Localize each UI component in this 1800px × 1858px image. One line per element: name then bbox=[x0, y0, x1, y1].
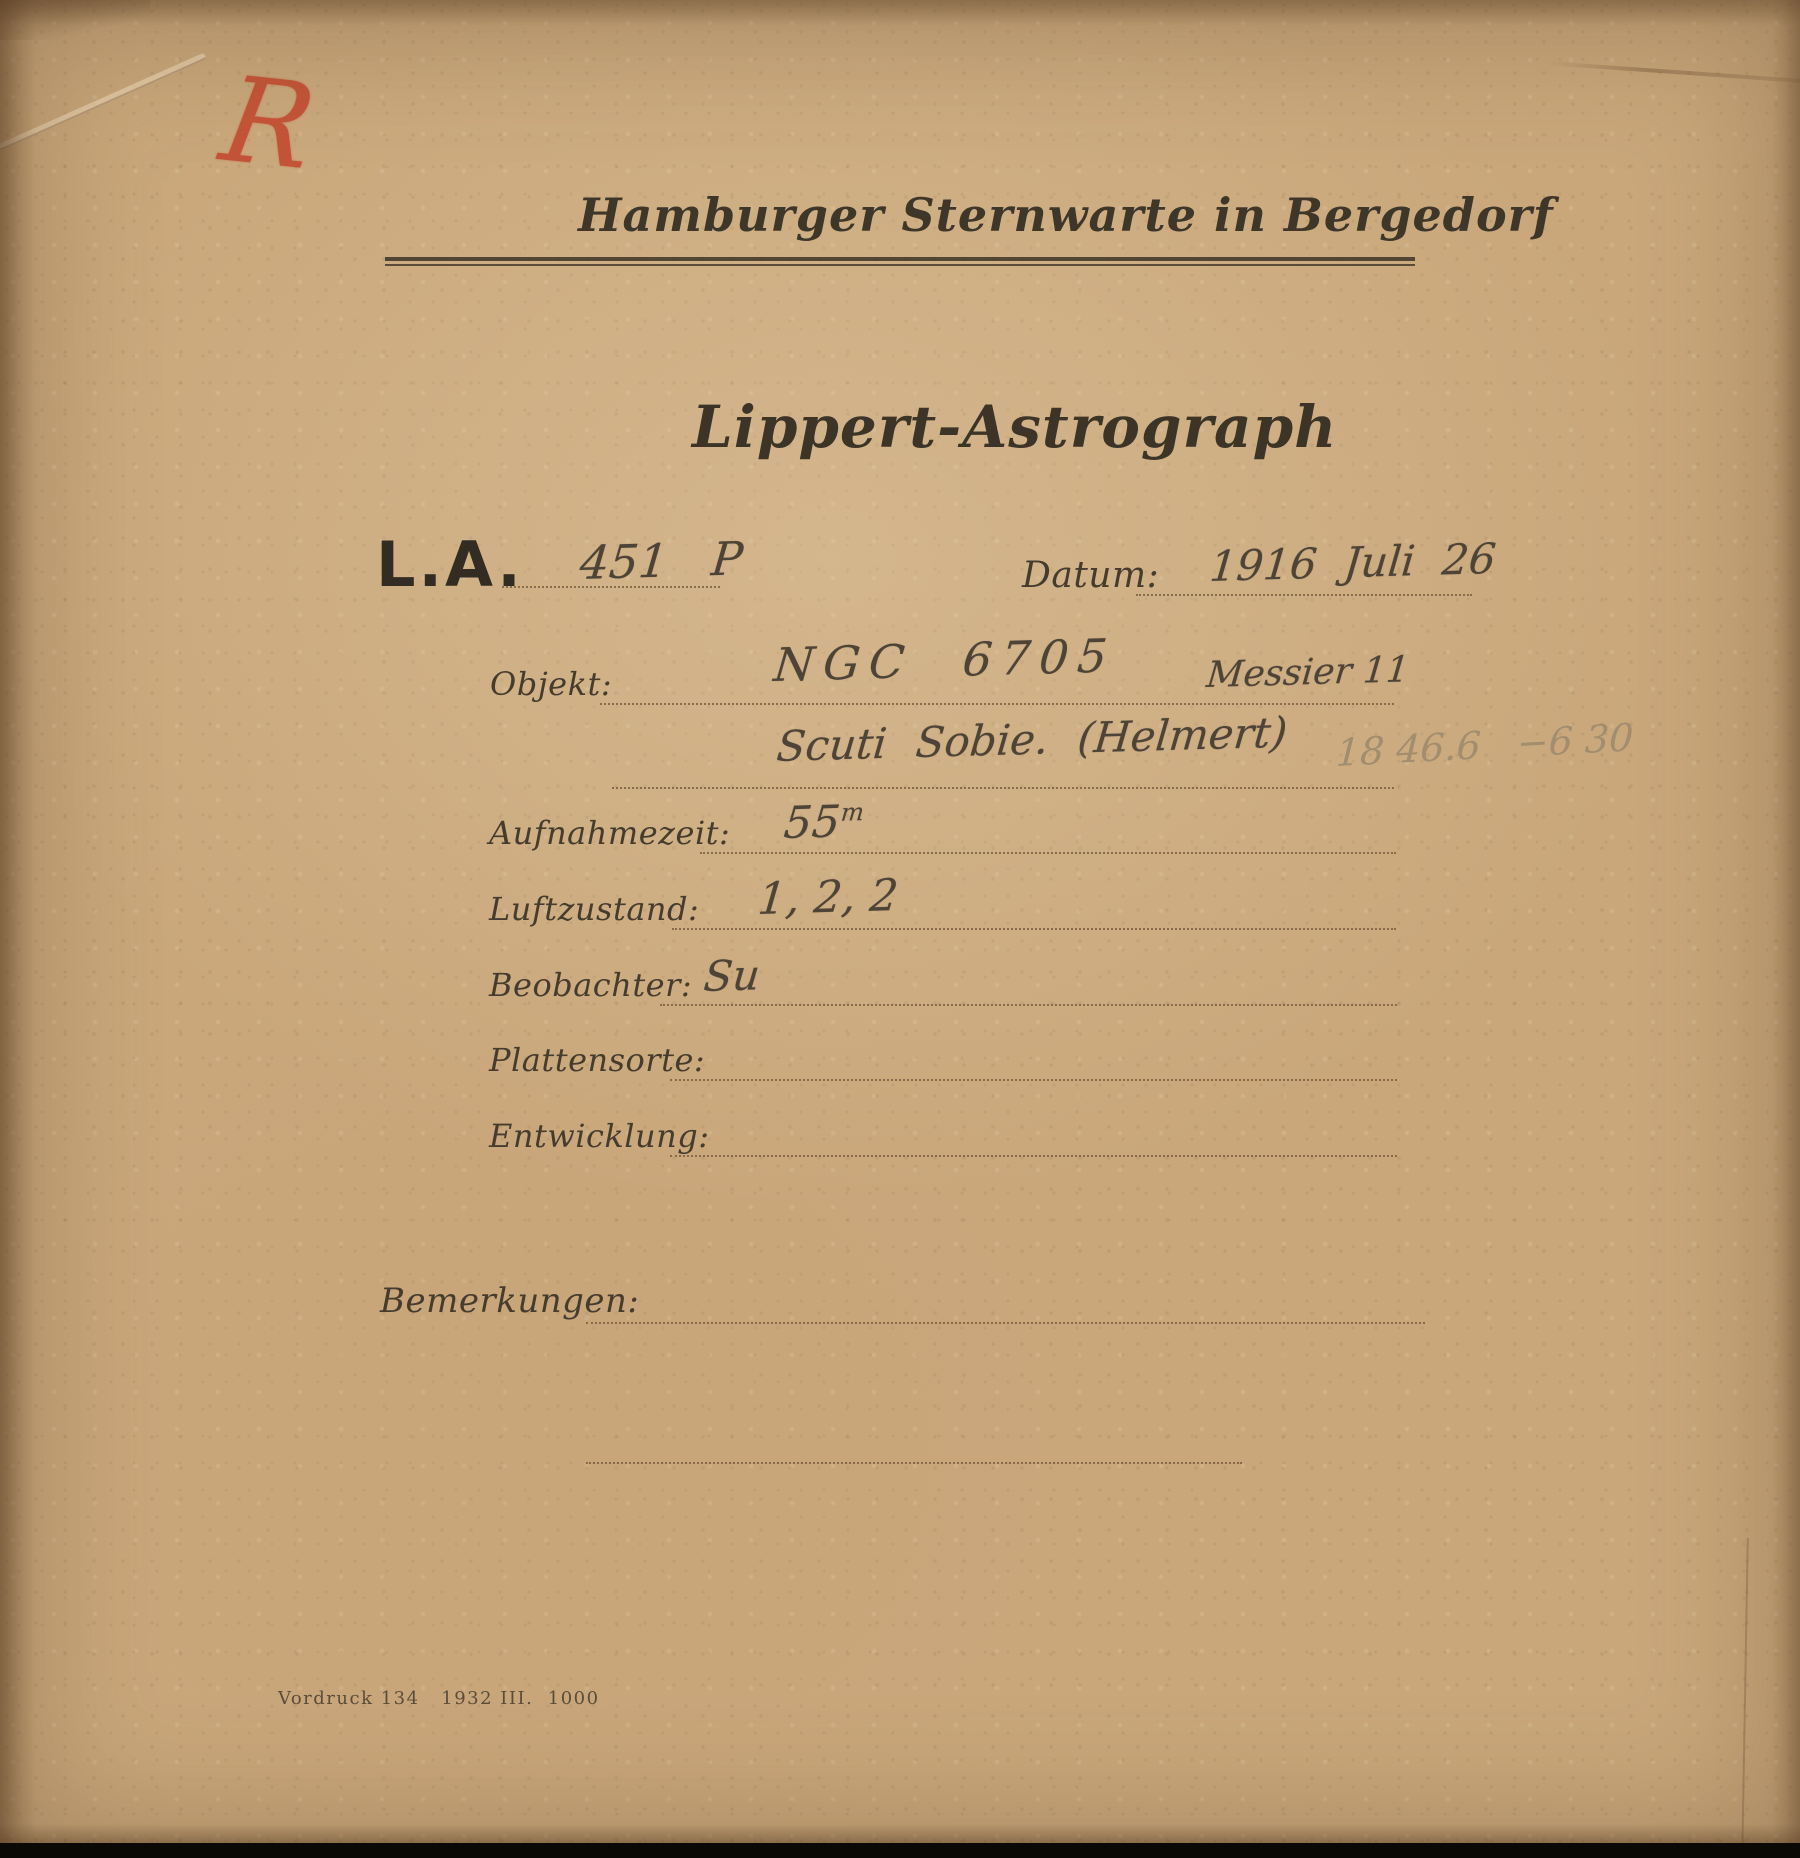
objekt-coords-pencil: 18 46.6 −6 30 bbox=[1334, 715, 1635, 776]
red-r-mark: R bbox=[212, 50, 325, 196]
plattensorte-label: Plattensorte: bbox=[489, 1041, 706, 1079]
objekt-line-2 bbox=[612, 787, 1394, 789]
plate-number-handwritten: 451 P bbox=[577, 531, 746, 591]
entwicklung-label: Entwicklung: bbox=[489, 1117, 710, 1155]
datum-line bbox=[1136, 594, 1472, 596]
crease-top-right bbox=[1545, 61, 1800, 83]
objekt-label: Objekt: bbox=[490, 665, 613, 703]
observatory-header: Hamburger Sternwarte in Bergedorf bbox=[578, 188, 1554, 242]
beobachter-label: Beobachter: bbox=[489, 966, 693, 1004]
instrument-title: Lippert-Astrograph bbox=[692, 393, 1338, 461]
aufnahmezeit-label: Aufnahmezeit: bbox=[489, 814, 731, 852]
scan-edge-bottom bbox=[0, 1843, 1800, 1858]
luftzustand-value-handwritten: 1, 2, 2 bbox=[755, 869, 901, 926]
datum-label: Datum: bbox=[1022, 555, 1160, 596]
edge-shade-left bbox=[0, 0, 36, 1858]
aufnahmezeit-number: 55 bbox=[781, 796, 843, 850]
header-rule bbox=[385, 257, 1415, 266]
right-edge-crease bbox=[1741, 1538, 1749, 1858]
objekt-messier-handwritten: Messier 11 bbox=[1204, 649, 1412, 697]
objekt-line-1 bbox=[600, 703, 1394, 705]
beobachter-value-handwritten: Su bbox=[701, 950, 763, 1002]
fold-top-left-crease bbox=[0, 53, 207, 151]
luftzustand-line bbox=[672, 928, 1396, 930]
entwicklung-line bbox=[670, 1155, 1397, 1157]
form-imprint: Vordruck 134 1932 III. 1000 bbox=[278, 1688, 600, 1709]
bemerkungen-line-1 bbox=[586, 1322, 1425, 1324]
bemerkungen-label: Bemerkungen: bbox=[380, 1281, 640, 1321]
edge-shade-right bbox=[1772, 0, 1800, 1858]
plattensorte-line bbox=[670, 1079, 1397, 1081]
aufnahmezeit-value-handwritten bbox=[781, 796, 866, 850]
objekt-line2-handwritten: Scuti Sobie. (Helmert) bbox=[774, 707, 1290, 772]
plate-prefix: L.A. bbox=[376, 528, 524, 601]
aufnahmezeit-unit: m bbox=[839, 798, 866, 827]
datum-value-handwritten: 1916 Juli 26 bbox=[1207, 533, 1499, 592]
bemerkungen-line-2 bbox=[586, 1462, 1242, 1464]
fold-top-left-shade bbox=[0, 0, 150, 40]
luftzustand-label: Luftzustand: bbox=[489, 890, 700, 928]
objekt-value-handwritten: NGC 6705 bbox=[771, 628, 1119, 693]
edge-shade-top bbox=[0, 0, 1800, 26]
edge-shade-bottom bbox=[0, 1824, 1800, 1844]
aufnahmezeit-line bbox=[700, 852, 1396, 854]
beobachter-line bbox=[660, 1004, 1397, 1006]
